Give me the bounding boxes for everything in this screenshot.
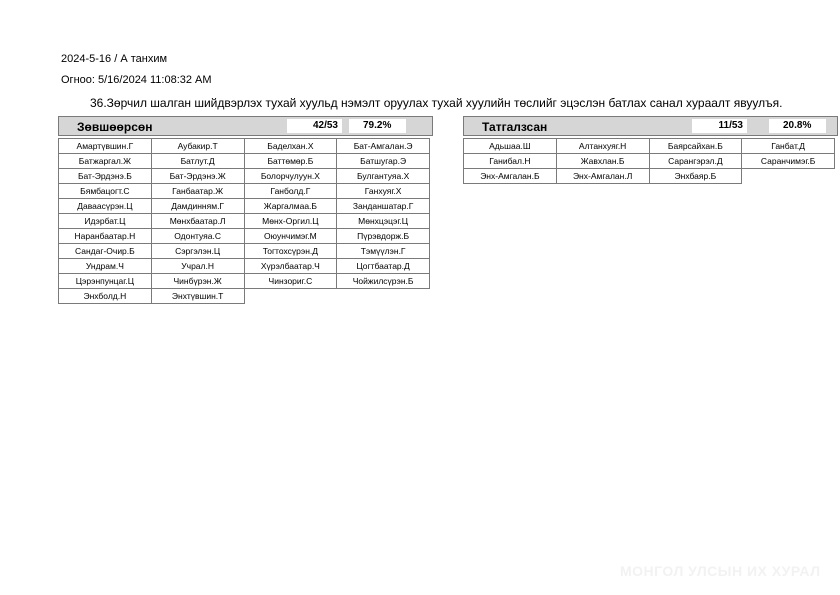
- member-name-cell: Ганбат.Д: [741, 138, 835, 154]
- member-name-cell: Учрал.Н: [151, 258, 245, 274]
- member-name-cell: Жавхлан.Б: [556, 153, 650, 169]
- member-name-cell: Сэргэлэн.Ц: [151, 243, 245, 259]
- member-name-cell: Мөнхбаатар.Л: [151, 213, 245, 229]
- member-name-cell: Жаргалмаа.Б: [244, 198, 338, 214]
- member-name-cell: Хүрэлбаатар.Ч: [244, 258, 338, 274]
- member-name-cell: Энх-Амгалан.Л: [556, 168, 650, 184]
- member-name-cell: Аубакир.Т: [151, 138, 245, 154]
- reject-names-grid: [463, 136, 838, 183]
- member-name-cell: Занданшатар.Г: [336, 198, 430, 214]
- member-name-cell: Адьшаа.Ш: [463, 138, 557, 154]
- member-name-cell: Булгантуяа.Х: [336, 168, 430, 184]
- member-name-cell: Бат-Эрдэнэ.Б: [58, 168, 152, 184]
- member-name-cell: Саранчимэг.Б: [741, 153, 835, 169]
- member-name-cell: Ганхуяг.Х: [336, 183, 430, 199]
- member-name-cell: Батшугар.Э: [336, 153, 430, 169]
- member-name-cell: Чинзориг.С: [244, 273, 338, 289]
- member-name-cell: Одонтуяа.С: [151, 228, 245, 244]
- member-name-cell: Бат-Амгалан.Э: [336, 138, 430, 154]
- member-name-cell: Ганибал.Н: [463, 153, 557, 169]
- member-name-cell: Пүрэвдорж.Б: [336, 228, 430, 244]
- reject-header: [463, 116, 838, 136]
- member-name-cell: Идэрбат.Ц: [58, 213, 152, 229]
- member-name-cell: Мөнхцэцэг.Ц: [336, 213, 430, 229]
- reject-count: 11/53: [692, 119, 747, 133]
- member-name-cell: Ганбаатар.Ж: [151, 183, 245, 199]
- member-name-cell: Оюунчимэг.М: [244, 228, 338, 244]
- member-name-cell: Бат-Эрдэнэ.Ж: [151, 168, 245, 184]
- approve-label: Зөвшөөрсөн: [77, 120, 153, 134]
- member-name-cell: Сандаг-Очир.Б: [58, 243, 152, 259]
- parliament-watermark: МОНГОЛ УЛСЫН ИХ ХУРАЛ: [620, 563, 821, 579]
- member-name-cell: Тогтохсүрэн.Д: [244, 243, 338, 259]
- member-name-cell: Алтанхуяг.Н: [556, 138, 650, 154]
- printed-timestamp: Огноо: 5/16/2024 11:08:32 AM: [61, 74, 212, 86]
- approve-percent: 79.2%: [349, 119, 406, 133]
- member-name-cell: Ундрам.Ч: [58, 258, 152, 274]
- member-name-cell: Баттөмөр.Б: [244, 153, 338, 169]
- member-name-cell: Чинбүрэн.Ж: [151, 273, 245, 289]
- member-name-cell: Энхболд.Н: [58, 288, 152, 304]
- member-name-cell: Болорчулуун.Х: [244, 168, 338, 184]
- motion-title: 36.Зөрчил шалган шийдвэрлэх тухай хуульд нэмэлт оруулах тухай хуулийн төслийг эцэслэн батлах санал хураалт явуулъя.: [90, 96, 783, 110]
- member-name-cell: Тэмүүлэн.Г: [336, 243, 430, 259]
- member-name-cell: Цогтбаатар.Д: [336, 258, 430, 274]
- reject-label: Татгалзсан: [482, 120, 548, 134]
- member-name-cell: Даваасүрэн.Ц: [58, 198, 152, 214]
- reject-section: [463, 116, 838, 183]
- member-name-cell: Батжаргал.Ж: [58, 153, 152, 169]
- approve-section: [58, 116, 433, 303]
- member-name-cell: Энхтүвшин.Т: [151, 288, 245, 304]
- reject-percent: 20.8%: [769, 119, 826, 133]
- member-name-cell: Амартүвшин.Г: [58, 138, 152, 154]
- member-name-cell: Цэрэнпунцаг.Ц: [58, 273, 152, 289]
- approve-header: [58, 116, 433, 136]
- member-name-cell: Баделхан.Х: [244, 138, 338, 154]
- member-name-cell: Батлут.Д: [151, 153, 245, 169]
- member-name-cell: Ганболд.Г: [244, 183, 338, 199]
- member-name-cell: Дамдинням.Г: [151, 198, 245, 214]
- member-name-cell: Мөнх-Оргил.Ц: [244, 213, 338, 229]
- member-name-cell: Наранбаатар.Н: [58, 228, 152, 244]
- member-name-cell: Энх-Амгалан.Б: [463, 168, 557, 184]
- approve-names-grid: [58, 136, 433, 303]
- member-name-cell: Энхбаяр.Б: [649, 168, 743, 184]
- member-name-cell: Чойжилсүрэн.Б: [336, 273, 430, 289]
- member-name-cell: Сарангэрэл.Д: [649, 153, 743, 169]
- approve-count: 42/53: [287, 119, 342, 133]
- session-date: 2024-5-16 / А танхим: [61, 53, 168, 65]
- member-name-cell: Бямбацогт.С: [58, 183, 152, 199]
- member-name-cell: Баярсайхан.Б: [649, 138, 743, 154]
